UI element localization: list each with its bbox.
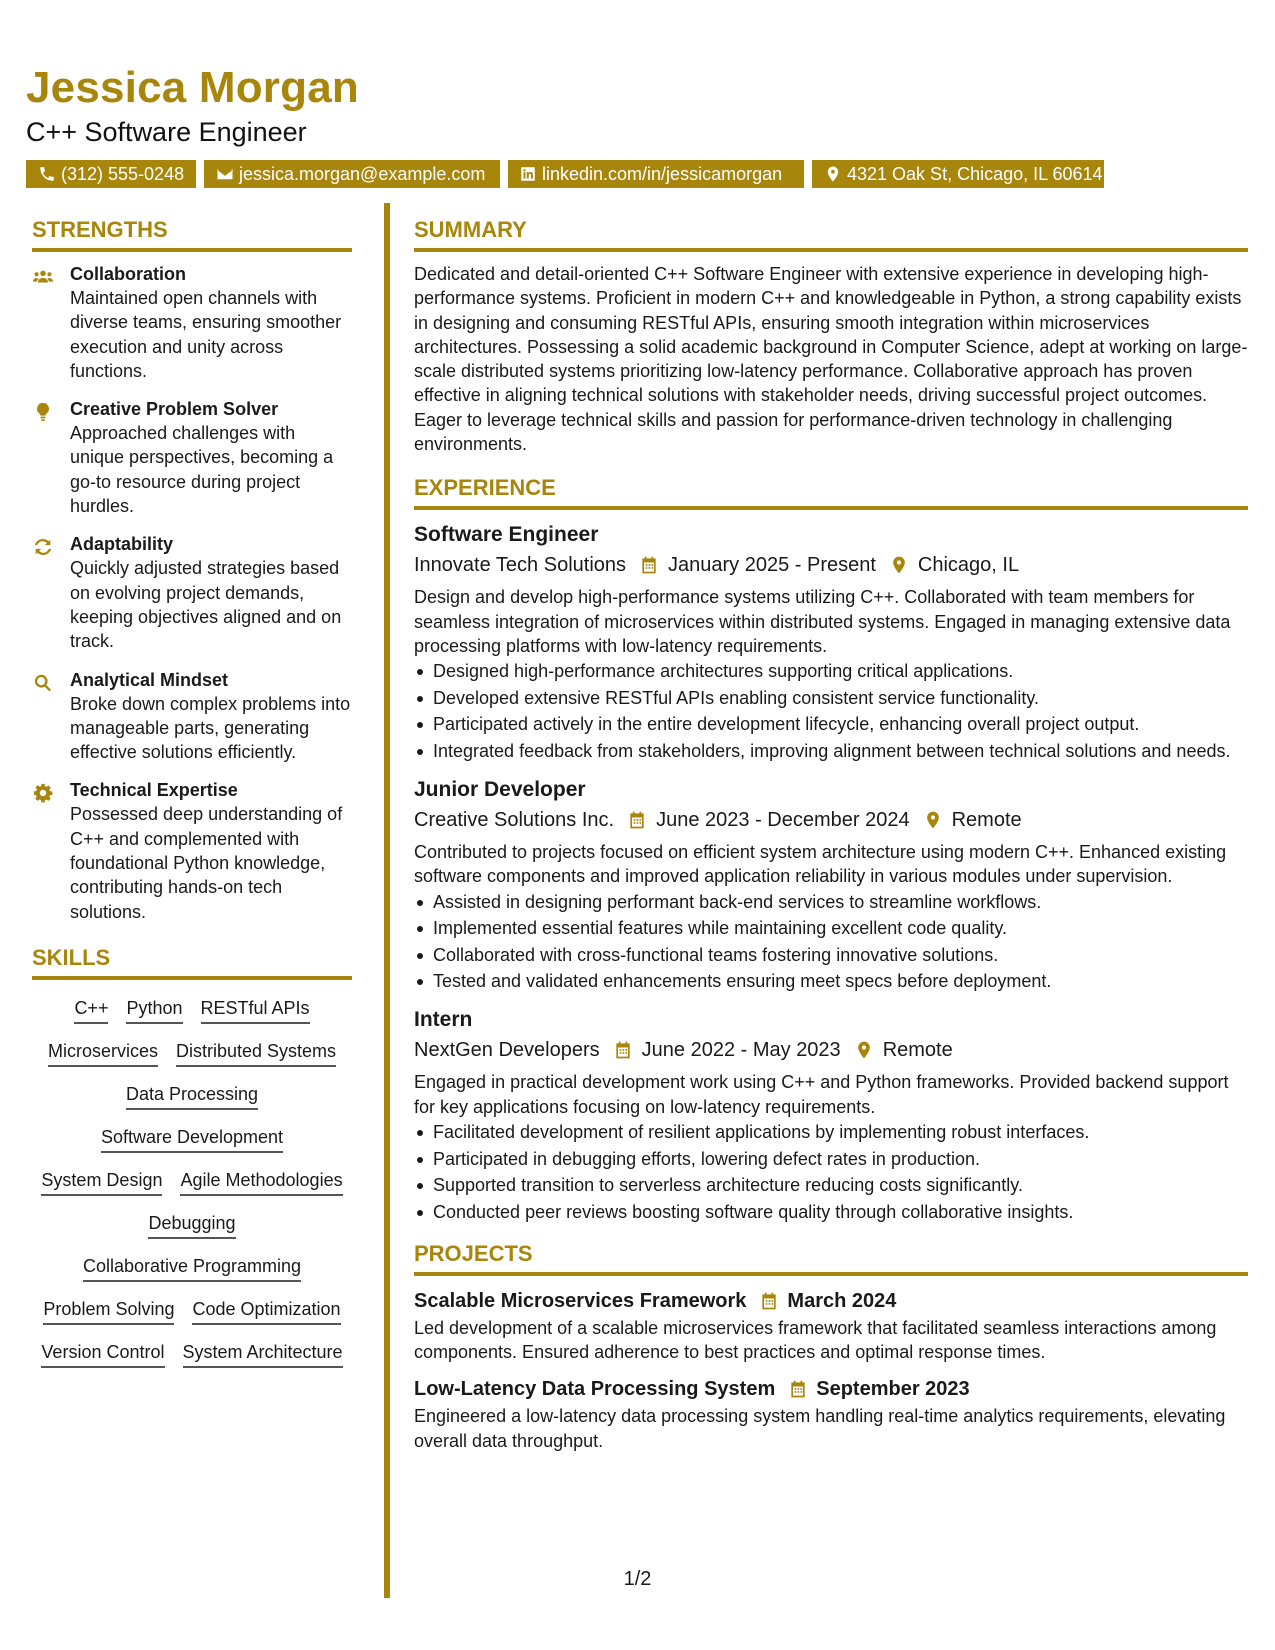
- strength-item: [32, 397, 352, 518]
- skills-heading: SKILLS: [32, 944, 352, 980]
- candidate-title: C++ Software Engineer: [26, 117, 307, 147]
- bullet-item: Participated actively in the entire development lifecycle, enhancing overall project output.: [414, 712, 1248, 736]
- contact-linkedin[interactable]: [508, 160, 804, 188]
- skills-list: [32, 990, 352, 1368]
- job-description: Engaged in practical development work using C++ and Python frameworks. Provided backend support for key applications focusing on low-latency requirements.: [414, 1072, 1229, 1117]
- job-entry: [414, 520, 1248, 763]
- skill-tag: Distributed Systems: [176, 1039, 336, 1067]
- bullet-item: Assisted in designing performant back-end services to streamline workflows.: [414, 890, 1248, 914]
- job-description: Design and develop high-performance systems utilizing C++. Collaborated with team members for seamless integration of microservices within distributed systems. Engaged in managing extensive data processing platforms with low-latency requirements.: [414, 587, 1231, 656]
- project-header: [414, 1286, 1248, 1316]
- bullet-item: Developed extensive RESTful APIs enabling consistent service functionality.: [414, 686, 1248, 710]
- skill-tag: Python: [126, 996, 182, 1024]
- bullet-item: Conducted peer reviews boosting software quality through collaborative insights.: [414, 1200, 1248, 1224]
- lightbulb-icon: [32, 401, 54, 423]
- summary-text: Dedicated and detail-oriented C++ Software Engineer with extensive experience in developing high-performance systems. Proficient in modern C++ and knowledgeable in Python, a strong capability exists in designing and consuming RESTful APIs, ensuring smooth integration within microservices architectures. Possessing a solid academic background in Computer Science, adept at working on large-scale distributed systems prioritizing low-latency performance. Collaborative approach has proven effective in aligning technical solutions with stakeholder needs, driving successful project outcomes. Eager to leverage technical skills and passion for performance-driven technology in challenging environments.: [414, 264, 1248, 455]
- strength-desc: Broke down complex problems into manageable parts, generating effective solutions efficiently.: [70, 693, 351, 763]
- strength-title: Technical Expertise: [70, 780, 238, 801]
- job-title: Intern: [414, 1008, 473, 1032]
- search-icon: [32, 672, 54, 694]
- project-date: September 2023: [816, 1378, 970, 1401]
- skill-tag: Software Development: [101, 1125, 283, 1153]
- project-description: Engineered a low-latency data processing system handling real-time analytics requirements, elevating overall data throughput.: [414, 1406, 1226, 1451]
- job-entry: [414, 775, 1248, 993]
- job-title: Junior Developer: [414, 778, 586, 802]
- strength-item: [32, 532, 352, 653]
- skill-tag: Code Optimization: [192, 1297, 340, 1325]
- calendar-icon: [788, 1379, 808, 1399]
- skill-tag: Version Control: [41, 1340, 164, 1368]
- email-text: jessica.morgan@example.com: [239, 163, 486, 184]
- bullet-item: Collaborated with cross-functional teams fostering innovative solutions.: [414, 943, 1248, 967]
- strengths-heading: STRENGTHS: [32, 216, 352, 252]
- skill-tag: C++: [74, 996, 108, 1024]
- project-date: March 2024: [787, 1289, 897, 1312]
- calendar-icon: [627, 810, 647, 830]
- contact-bar: [26, 160, 1104, 188]
- skill-tag: RESTful APIs: [201, 996, 310, 1024]
- map-marker-icon: [889, 555, 909, 575]
- skill-tag: Microservices: [48, 1039, 158, 1067]
- strength-desc: Maintained open channels with diverse teams, ensuring smoother execution and unity across functions.: [70, 288, 342, 381]
- job-company: Creative Solutions Inc.: [414, 809, 615, 832]
- left-column: [32, 216, 352, 1368]
- job-meta: [414, 550, 1248, 580]
- strength-title: Collaboration: [70, 264, 186, 284]
- calendar-icon: [759, 1291, 779, 1311]
- calendar-icon: [639, 555, 659, 575]
- contact-address: [812, 160, 1104, 188]
- project-title: Scalable Microservices Framework: [414, 1289, 747, 1312]
- map-marker-icon: [923, 810, 943, 830]
- resume-header: [26, 60, 1104, 188]
- strength-item: [32, 668, 352, 765]
- contact-phone[interactable]: [26, 160, 196, 188]
- map-marker-icon: [854, 1040, 874, 1060]
- strength-desc: Possessed deep understanding of C++ and complemented with foundational Python knowledge, contributing hands-on tech solutions.: [70, 804, 343, 922]
- envelope-icon: [216, 165, 234, 183]
- job-meta: [414, 1035, 1248, 1065]
- skill-tag: Debugging: [148, 1211, 235, 1239]
- linkedin-text: linkedin.com/in/jessicamorgan: [542, 163, 783, 184]
- strength-item: [32, 262, 352, 383]
- project-entry: [414, 1286, 1248, 1365]
- job-location: Remote: [882, 1039, 953, 1062]
- gear-icon: [32, 782, 54, 804]
- strength-desc: Approached challenges with unique perspectives, becoming a go-to resource during project hurdles.: [70, 423, 334, 517]
- job-meta: [414, 805, 1248, 835]
- strength-desc: Quickly adjusted strategies based on evolving project demands, keeping objectives aligned and on track.: [70, 558, 342, 652]
- page-number: 1/2: [623, 1568, 652, 1590]
- job-bullets: [414, 890, 1248, 994]
- skill-tag: System Design: [41, 1168, 162, 1196]
- linkedin-icon: [519, 165, 537, 183]
- strength-title: Analytical Mindset: [70, 669, 229, 690]
- job-description: Contributed to projects focused on efficient system architecture using modern C++. Enhanced existing software components and improved application reliability in various modules under supervision.: [414, 842, 1227, 887]
- bullet-item: Tested and validated enhancements ensuring meet specs before deployment.: [414, 969, 1248, 993]
- project-header: [414, 1374, 1248, 1404]
- address-text: 4321 Oak St, Chicago, IL 60614: [847, 163, 1103, 184]
- job-bullets: [414, 1120, 1248, 1224]
- project-description: Led development of a scalable microservices framework that facilitated seamless interactions among components. Ensured adherence to best practices and optimal response times.: [414, 1317, 1217, 1363]
- map-marker-icon: [824, 165, 842, 183]
- skill-tag: Problem Solving: [43, 1297, 174, 1325]
- users-icon: [32, 266, 54, 288]
- project-entry: [414, 1374, 1248, 1453]
- skill-tag: Collaborative Programming: [83, 1254, 301, 1282]
- bullet-item: Designed high-performance architectures supporting critical applications.: [414, 659, 1248, 683]
- bullet-item: Participated in debugging efforts, lowering defect rates in production.: [414, 1147, 1248, 1171]
- strength-item: [32, 778, 352, 923]
- skill-tag: Data Processing: [126, 1082, 258, 1110]
- job-bullets: [414, 659, 1248, 763]
- projects-heading: PROJECTS: [414, 1240, 1248, 1276]
- bullet-item: Implemented essential features while maintaining excellent code quality.: [414, 916, 1248, 940]
- job-location: Chicago, IL: [917, 554, 1020, 577]
- candidate-name: Jessica Morgan: [26, 63, 359, 112]
- bullet-item: Facilitated development of resilient applications by implementing robust interfaces.: [414, 1120, 1248, 1144]
- experience-heading: EXPERIENCE: [414, 474, 1248, 510]
- job-entry: [414, 1005, 1248, 1223]
- job-dates: January 2025 - Present: [668, 554, 876, 577]
- job-company: NextGen Developers: [414, 1039, 600, 1062]
- right-column: [414, 216, 1248, 1463]
- skill-tag: System Architecture: [183, 1340, 343, 1368]
- contact-email[interactable]: [204, 160, 500, 188]
- refresh-icon: [32, 536, 54, 558]
- job-dates: June 2023 - December 2024: [656, 809, 910, 832]
- strength-title: Creative Problem Solver: [70, 399, 279, 420]
- bullet-item: Integrated feedback from stakeholders, improving alignment between technical solutions and needs.: [414, 739, 1248, 763]
- job-location: Remote: [951, 809, 1022, 832]
- phone-text: (312) 555-0248: [61, 163, 185, 184]
- bullet-item: Supported transition to serverless architecture reducing costs significantly.: [414, 1173, 1248, 1197]
- job-title: Software Engineer: [414, 523, 599, 547]
- phone-icon: [38, 165, 56, 183]
- summary-heading: SUMMARY: [414, 216, 1248, 252]
- job-dates: June 2022 - May 2023: [641, 1039, 841, 1062]
- project-title: Low-Latency Data Processing System: [414, 1378, 776, 1401]
- column-divider: [384, 203, 390, 1598]
- job-company: Innovate Tech Solutions: [414, 554, 627, 577]
- calendar-icon: [613, 1040, 633, 1060]
- skill-tag: Agile Methodologies: [180, 1168, 342, 1196]
- strength-title: Adaptability: [70, 534, 174, 555]
